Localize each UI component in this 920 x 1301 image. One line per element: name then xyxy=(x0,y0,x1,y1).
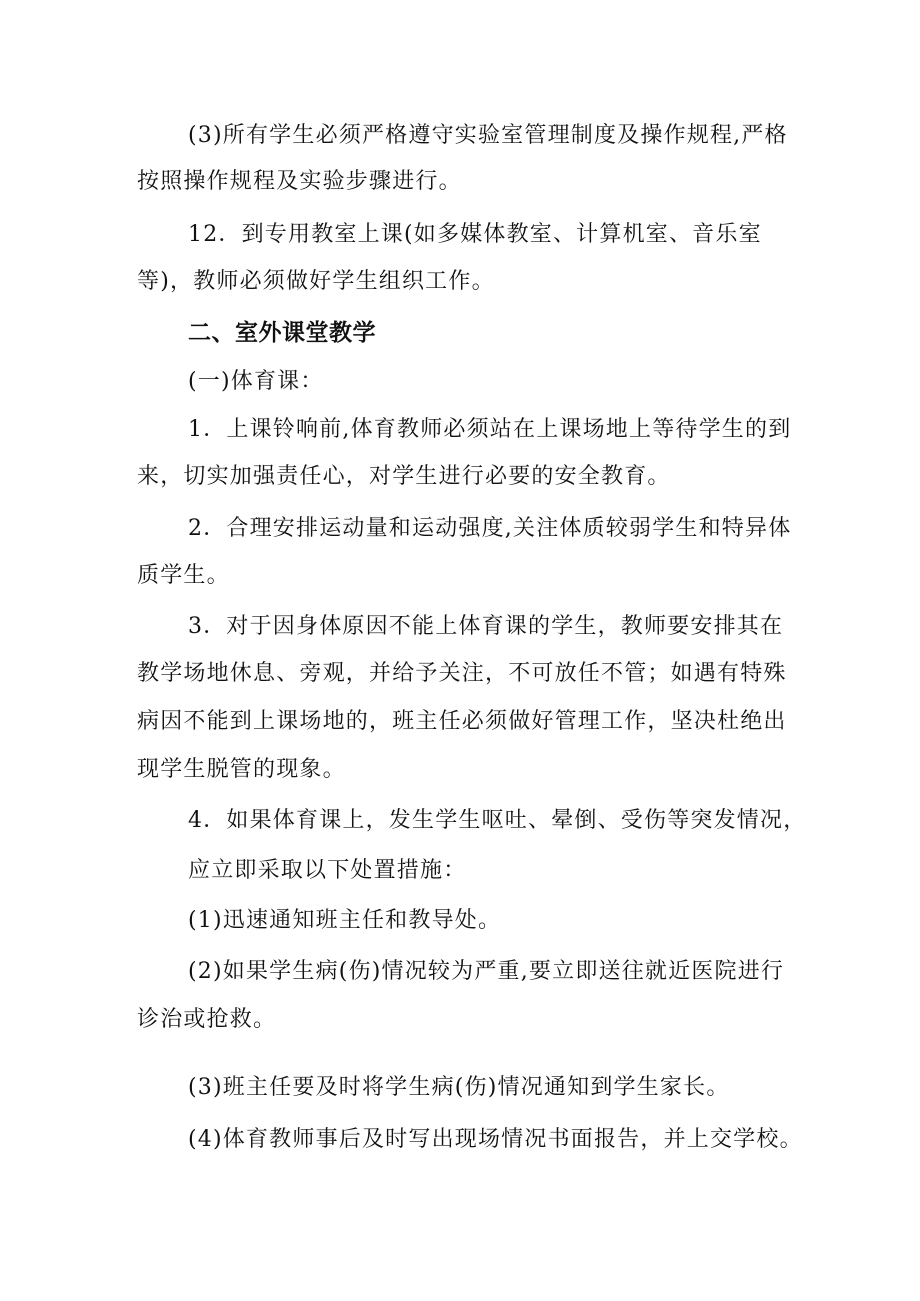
subsection-heading: (一)体育课： xyxy=(188,369,324,394)
paragraph-line: 质学生。 xyxy=(137,563,230,588)
paragraph-line: 1．上课铃响前,体育教师必须站在上课场地上等待学生的到 xyxy=(188,417,792,442)
paragraph-line: 4．如果体育课上，发生学生呕吐、晕倒、受伤等突发情况， xyxy=(188,808,807,833)
paragraph-line: 2．合理安排运动量和运动强度,关注体质较弱学生和特异体 xyxy=(188,516,792,541)
paragraph-line: 应立即采取以下处置措施： xyxy=(188,858,467,883)
paragraph-line: 12．到专用教室上课(如多媒体教室、计算机室、音乐室 xyxy=(188,222,762,247)
paragraph-line: 病因不能到上课场地的，班主任必须做好管理工作，坚决杜绝出 xyxy=(137,709,787,734)
list-item: (3)班主任要及时将学生病(伤)情况通知到学生家长。 xyxy=(188,1075,730,1100)
paragraph-line: 3．对于因身体原因不能上体育课的学生，教师要安排其在 xyxy=(188,614,784,639)
paragraph-line: 现学生脱管的现象。 xyxy=(137,757,346,782)
paragraph-line: 来，切实加强责任心，对学生进行必要的安全教育。 xyxy=(137,464,671,489)
paragraph-line: 教学场地休息、旁观，并给予关注，不可放任不管；如遇有特殊 xyxy=(137,661,787,686)
paragraph-line: (3)所有学生必须严格遵守实验室管理制度及操作规程,严格 xyxy=(188,123,788,148)
list-item: (4)体育教师事后及时写出现场情况书面报告，并上交学校。 xyxy=(188,1127,803,1152)
list-item: (2)如果学生病(伤)情况较为严重,要立即送往就近医院进行 xyxy=(188,959,785,984)
paragraph-line: 等)，教师必须做好学生组织工作。 xyxy=(137,269,495,294)
section-heading: 二、室外课堂教学 xyxy=(188,320,376,346)
list-item: (1)迅速通知班主任和教导处。 xyxy=(188,908,502,933)
paragraph-line: 按照操作规程及实验步骤进行。 xyxy=(137,169,462,194)
paragraph-line: 诊治或抢救。 xyxy=(137,1007,277,1032)
